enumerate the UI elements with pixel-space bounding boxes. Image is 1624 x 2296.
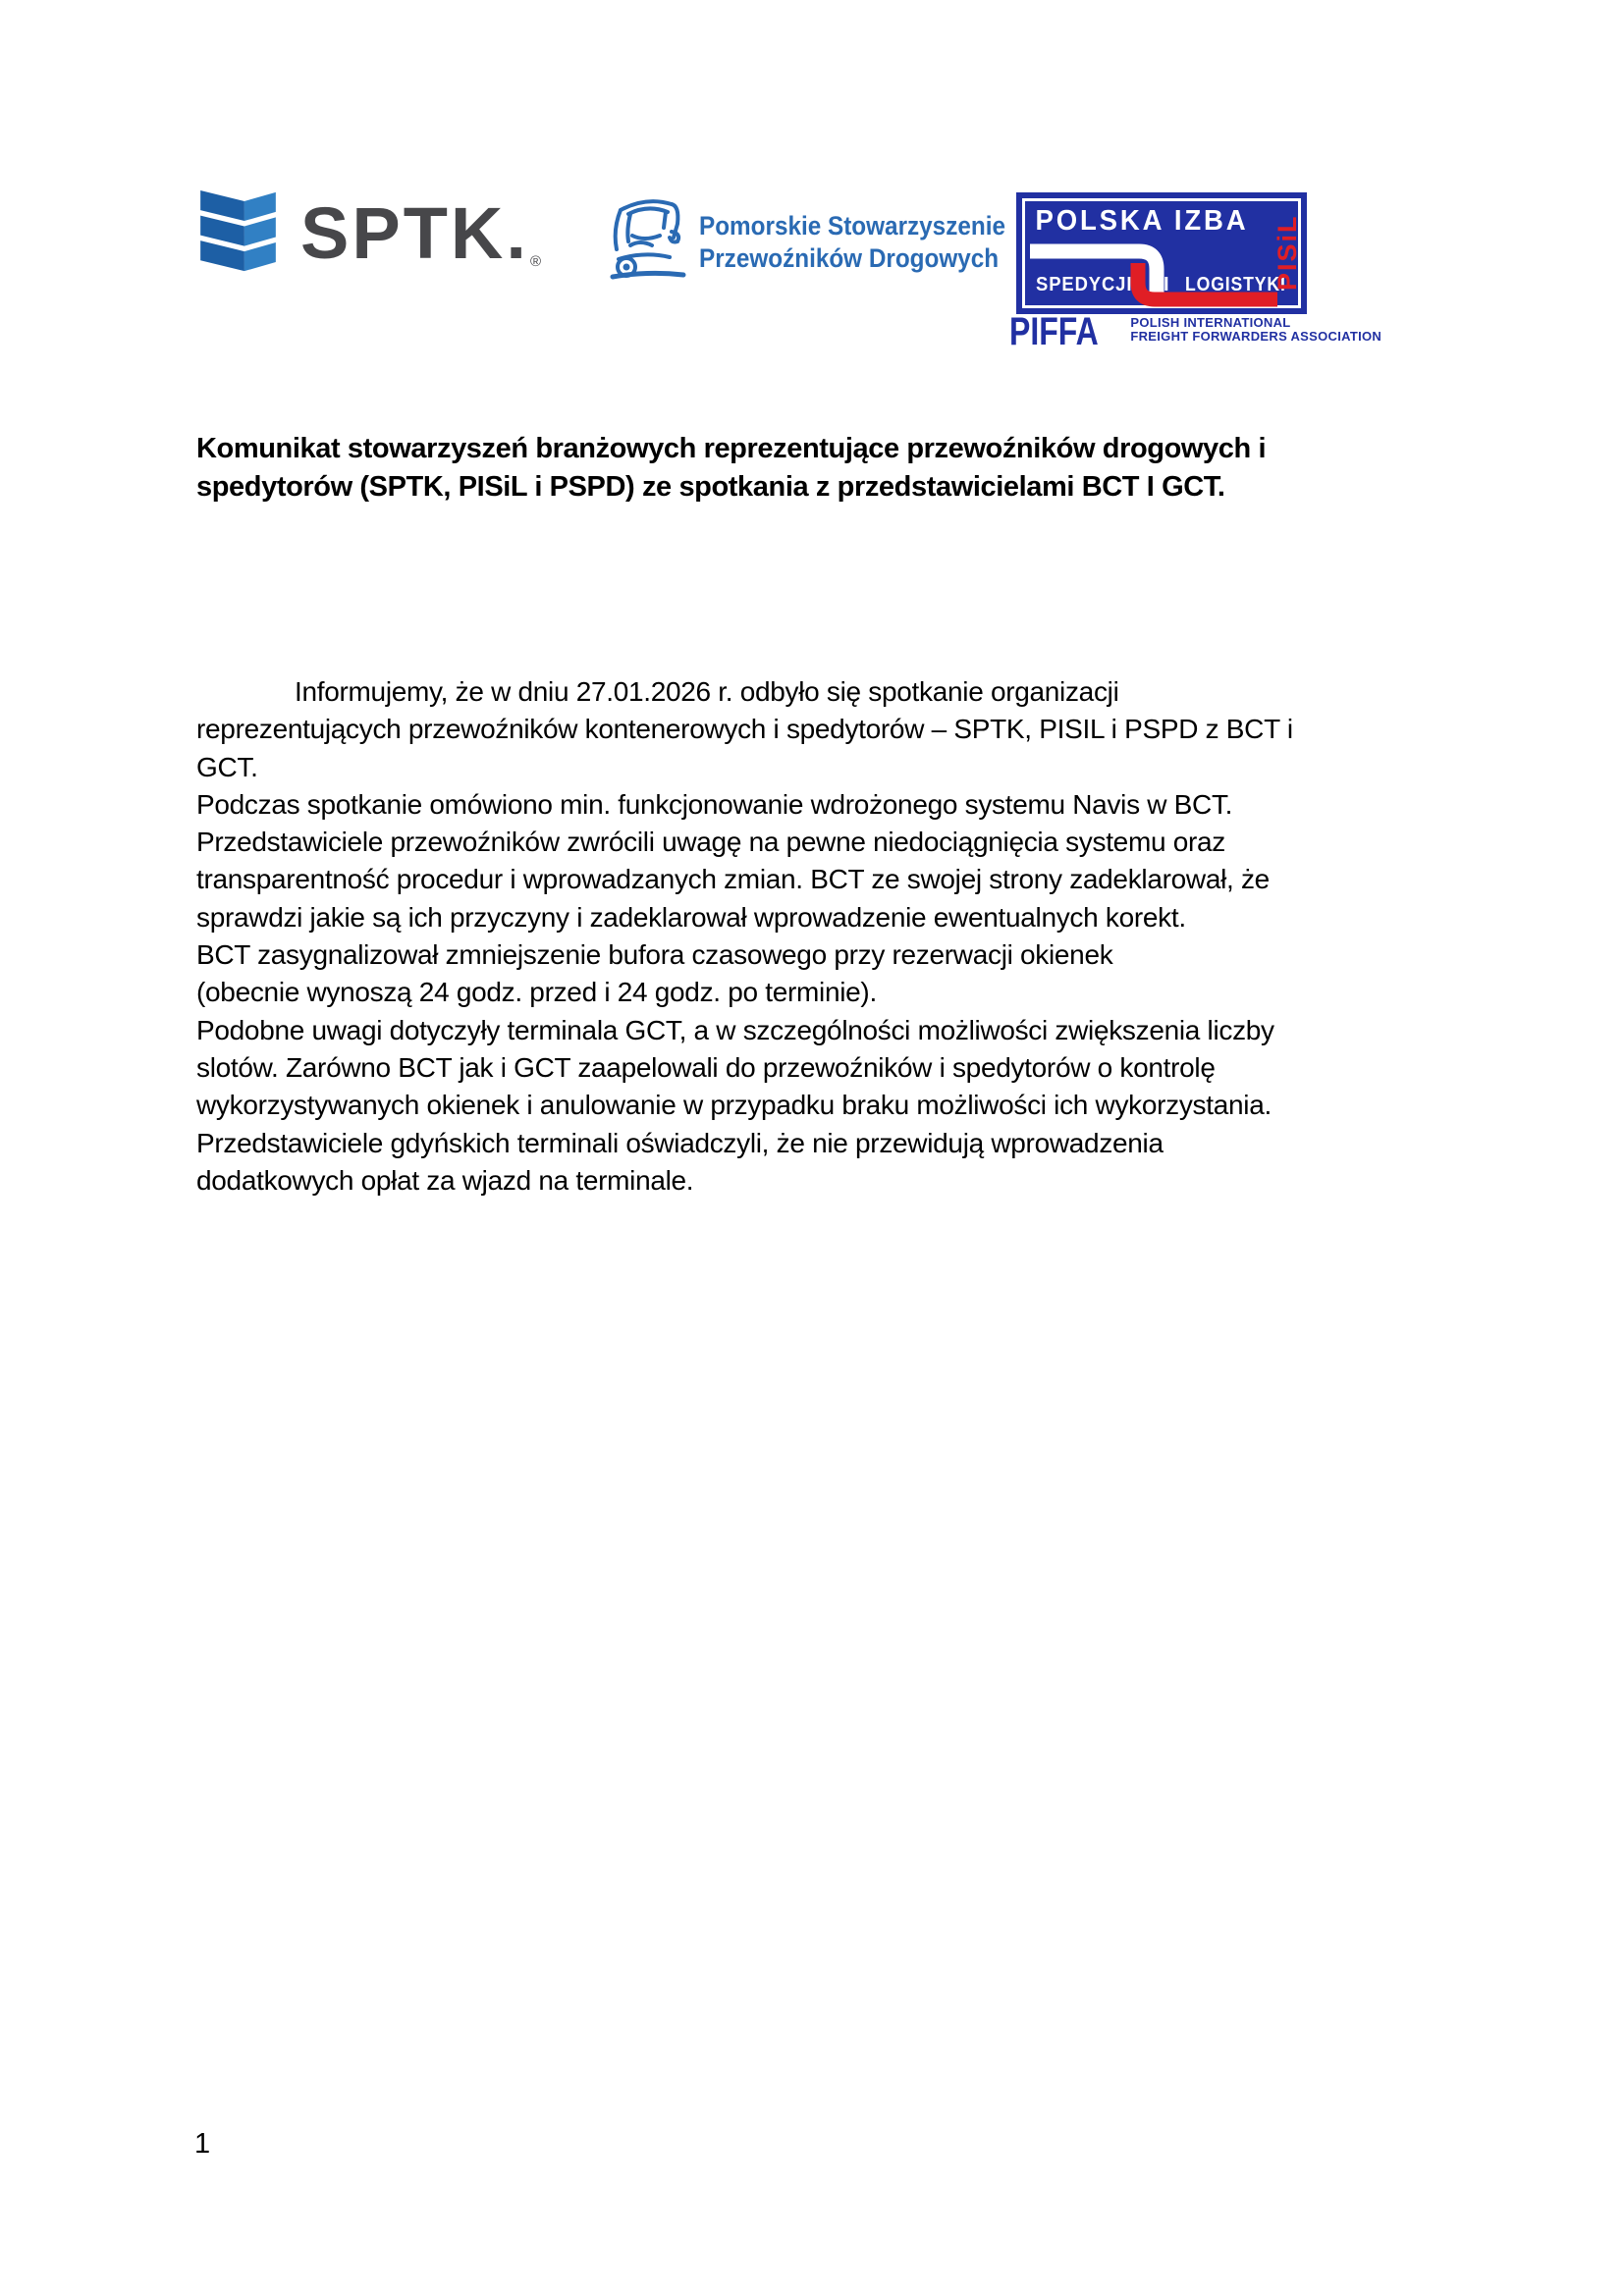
piffa-block [1009, 312, 1381, 351]
sptk-chevron-icon [191, 260, 285, 277]
sptk-wordmark: SPTK. [300, 192, 529, 274]
body-line: transparentność procedur i wprowadzanych zmian. BCT ze swojej strony zadeklarował, że [196, 864, 1270, 895]
body-line: Podobne uwagi dotyczyły terminala GCT, a w szczególności możliwości zwiększenia liczby [196, 1014, 1274, 1045]
body-line: Podczas spotkanie omówiono min. funkcjonowanie wdrożonego systemu Navis w BCT. [196, 788, 1233, 820]
pspd-logo-text [699, 210, 1005, 275]
body-line: sprawdzi jakie są ich przyczyny i zadeklarował wprowadzenie ewentualnych korekt. [196, 901, 1186, 933]
page-number: 1 [194, 2128, 211, 2160]
piffa-subtitle-line1: POLISH INTERNATIONAL [1130, 315, 1291, 330]
body-line: Przedstawiciele gdyńskich terminali oświadczyli, że nie przewidują wprowadzenia [196, 1127, 1164, 1158]
document-heading [196, 430, 1266, 507]
piffa-subtitle-line2: FREIGHT FORWARDERS ASSOCIATION [1130, 329, 1382, 344]
body-line: (obecnie wynoszą 24 godz. przed i 24 godz. po terminie). [196, 977, 877, 1008]
pisil-logo [1016, 192, 1307, 314]
body-paragraph [196, 673, 1293, 1200]
pisil-title: POLSKA IZBA [1035, 205, 1249, 237]
pisil-vertical-text: PISiL [1272, 214, 1302, 291]
truck-icon [609, 272, 691, 289]
pspd-logo [609, 194, 691, 290]
body-line: dodatkowych opłat za wjazd na terminale. [196, 1164, 694, 1196]
heading-line2: spedytorów (SPTK, PISiL i PSPD) ze spotkania z przedstawicielami BCT I GCT. [196, 471, 1225, 503]
body-line: Przedstawiciele przewoźników zwrócili uwagę na pewne niedociągnięcia systemu oraz [196, 827, 1225, 858]
body-line: wykorzystywanych okienek i anulowanie w przypadku braku możliwości ich wykorzystania. [196, 1090, 1272, 1121]
body-line: GCT. [196, 751, 258, 782]
body-line: slotów. Zarówno BCT jak i GCT zaapelowali do przewoźników i spedytorów o kontrolę [196, 1051, 1216, 1083]
pisil-word-i: I [1164, 274, 1169, 295]
piffa-subtitle [1130, 316, 1381, 344]
piffa-wordmark: PIFFA [1009, 310, 1099, 353]
pisil-word-logistyki: LOGISTYKI [1185, 274, 1286, 295]
sptk-logo [191, 190, 285, 278]
sptk-registered-mark: ® [530, 253, 542, 270]
body-line: Informujemy, że w dniu 27.01.2026 r. odbyło się spotkanie organizacji [295, 676, 1119, 707]
body-line: reprezentujących przewoźników kontenerowych i spedytorów – SPTK, PISIL i PSPD z BCT i [196, 714, 1293, 745]
pspd-line1: Pomorskie Stowarzyszenie [699, 211, 1005, 240]
pspd-line2: Przewoźników Drogowych [699, 243, 1000, 273]
heading-line1: Komunikat stowarzyszeń branżowych reprezentujące przewoźników drogowych i [196, 433, 1267, 464]
body-line: BCT zasygnalizował zmniejszenie bufora czasowego przy rezerwacji okienek [196, 939, 1113, 971]
pisil-word-spedycji: SPEDYCJI [1036, 274, 1133, 295]
